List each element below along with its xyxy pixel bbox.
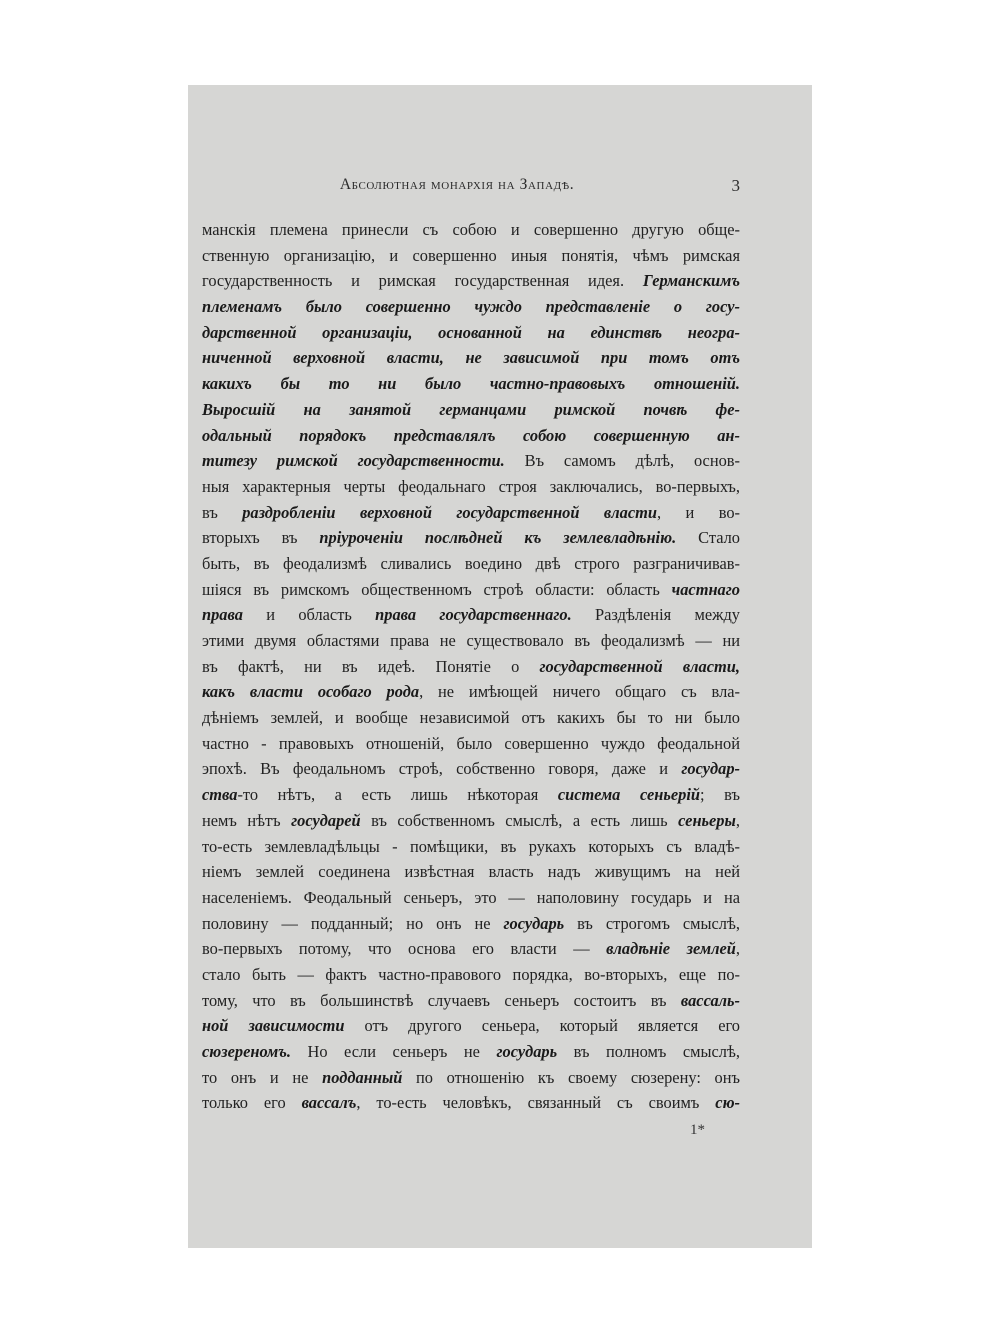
text-segment: , xyxy=(735,939,741,959)
text-line xyxy=(202,628,740,654)
text-segment: только его xyxy=(202,1093,302,1113)
text-line xyxy=(202,294,740,320)
text-line xyxy=(202,859,740,885)
text-line xyxy=(202,782,740,808)
text-segment: шіяся въ римскомъ общественномъ строѣ области: область xyxy=(202,579,672,599)
text-segment: ственную организацію, и совершенно иныя понятія, чѣмъ римская xyxy=(202,245,740,265)
emphasized-text: раздробленіи верховной государственной власти xyxy=(242,502,657,522)
text-line xyxy=(202,217,740,243)
emphasized-text: сю- xyxy=(715,1093,740,1113)
emphasized-text: вассаль- xyxy=(680,990,740,1010)
text-line xyxy=(202,423,740,449)
text-line xyxy=(202,731,740,757)
emphasized-text: титезу римской государственности. xyxy=(202,451,505,471)
text-segment: тому, что въ большинствѣ случаевъ сеньеръ состоитъ въ xyxy=(202,990,681,1010)
text-segment: Стало xyxy=(676,528,740,548)
text-segment: Но если сеньеръ не xyxy=(291,1042,497,1061)
text-segment: , то-есть человѣкъ, связанный съ своимъ xyxy=(356,1093,716,1113)
text-segment: и область xyxy=(242,605,376,625)
emphasized-text: система сеньерій xyxy=(557,785,701,805)
emphasized-text: ниченной верховной власти, не зависимой при томъ отъ xyxy=(202,348,740,368)
text-segment: дѣніемъ землей, и вообще независимой отъ какихъ бы то ни было xyxy=(202,708,740,728)
emphasized-text: государ- xyxy=(681,759,740,779)
text-segment: въ полномъ смыслѣ, xyxy=(557,1042,740,1061)
emphasized-text: государь xyxy=(503,913,565,933)
emphasized-text: Выросшій на занятой германцами римской почвѣ фе- xyxy=(202,399,740,419)
text-line xyxy=(202,885,740,911)
text-line xyxy=(202,1090,740,1116)
emphasized-text: дарственной организаціи, основанной на единствѣ неогра- xyxy=(202,322,740,342)
text-line xyxy=(202,525,740,551)
text-segment: частно - правовыхъ отношеній, было совершенно чуждо феодальной xyxy=(202,733,740,753)
emphasized-text: какихъ бы то ни было частно-правовыхъ отношеній. xyxy=(202,374,740,394)
text-line xyxy=(202,808,740,834)
text-segment: по отношенію къ своему сюзерену: онъ xyxy=(402,1067,740,1087)
emphasized-text: вассалъ xyxy=(301,1093,357,1113)
text-segment: , и во- xyxy=(656,502,740,522)
text-segment: вторыхъ въ xyxy=(202,528,320,548)
text-segment: ніемъ землей соединена извѣстная власть надъ живущимъ на ней xyxy=(202,862,740,882)
text-segment: Въ самомъ дѣлѣ, основ- xyxy=(504,451,740,471)
text-line xyxy=(202,1039,740,1065)
text-segment: то онъ и не xyxy=(202,1067,323,1087)
text-segment: манскія племена принесли съ собою и совершенно другую обще- xyxy=(202,220,740,239)
text-segment: то-есть землевладѣльцы - помѣщики, въ рукахъ которыхъ съ владѣ- xyxy=(202,836,740,856)
emphasized-text: государей xyxy=(291,810,361,830)
emphasized-text: племенамъ было совершенно чуждо представленіе о госу- xyxy=(202,297,740,317)
emphasized-text: права xyxy=(202,605,243,625)
text-line xyxy=(202,371,740,397)
emphasized-text: владѣніе землей xyxy=(606,939,736,959)
text-segment: эпохѣ. Въ феодальномъ строѣ, собственно говоря, даже и xyxy=(202,759,682,779)
emphasized-text: пріуроченіи послѣдней къ землевладѣнію. xyxy=(319,528,677,548)
text-segment: , xyxy=(735,810,740,830)
text-segment: половину — подданный; но онъ не xyxy=(202,913,504,933)
emphasized-text: ной зависимости xyxy=(202,1016,345,1036)
text-line xyxy=(202,320,740,346)
emphasized-text: какъ власти особаго рода xyxy=(202,682,420,702)
text-segment: ныя характерныя черты феодальнаго строя заключались, во-первыхъ, xyxy=(202,476,740,496)
text-segment: Раздѣленія между xyxy=(571,605,740,625)
page-number: 3 xyxy=(731,176,740,195)
text-line xyxy=(202,679,740,705)
text-line xyxy=(202,397,740,423)
emphasized-text: одальный порядокъ представлялъ собою совершенную ан- xyxy=(202,425,740,445)
text-line xyxy=(202,936,740,962)
text-segment: этими двумя областями права не существовало въ феодализмѣ — ни xyxy=(202,631,740,650)
signature-mark: 1* xyxy=(690,1122,705,1138)
text-line xyxy=(202,756,740,782)
text-segment: въ xyxy=(202,502,243,522)
text-segment: въ строгомъ смыслѣ, xyxy=(564,913,740,933)
text-line xyxy=(202,268,740,294)
text-segment: быть, въ феодализмѣ сливались воедино двѣ строго разграничивав- xyxy=(202,553,740,573)
text-line xyxy=(202,1013,740,1039)
body-text xyxy=(202,217,740,1116)
text-line xyxy=(202,448,740,474)
text-segment: въ фактѣ, ни въ идеѣ. Понятіе о xyxy=(202,656,540,676)
text-line xyxy=(202,654,740,680)
emphasized-text: подданный xyxy=(322,1067,403,1087)
text-line xyxy=(202,705,740,731)
text-line xyxy=(202,551,740,577)
text-line xyxy=(202,577,740,603)
emphasized-text: сюзереномъ. xyxy=(202,1042,292,1061)
emphasized-text: государь xyxy=(496,1042,558,1061)
emphasized-text: сеньеры xyxy=(678,810,736,830)
text-line xyxy=(202,345,740,371)
text-segment: во-первыхъ потому, что основа его власти — xyxy=(202,939,607,959)
emphasized-text: ства xyxy=(202,785,238,805)
text-segment: населеніемъ. Феодальный сеньеръ, это — наполовину государь и на xyxy=(202,887,740,907)
emphasized-text: права государственнаго. xyxy=(375,605,572,625)
text-segment: , не имѣющей ничего общаго съ вла- xyxy=(419,682,740,702)
text-line xyxy=(202,988,740,1014)
text-line xyxy=(202,1065,740,1091)
text-segment: государственность и римская государственная идея. xyxy=(202,271,643,291)
text-segment: -то нѣтъ, а есть лишь нѣкоторая xyxy=(237,785,558,805)
text-line xyxy=(202,500,740,526)
running-title: Абсолютная монархія на Западѣ. xyxy=(339,176,575,193)
page-header xyxy=(202,176,740,200)
text-segment: ; въ xyxy=(700,785,740,805)
text-line xyxy=(202,243,740,269)
text-line xyxy=(202,474,740,500)
text-line xyxy=(202,911,740,937)
text-line xyxy=(202,962,740,988)
text-segment: немъ нѣтъ xyxy=(202,810,292,830)
text-segment: въ собственномъ смыслѣ, а есть лишь xyxy=(360,810,679,830)
text-line xyxy=(202,602,740,628)
emphasized-text: государственной власти, xyxy=(539,656,740,676)
text-line xyxy=(202,834,740,860)
emphasized-text: Германскимъ xyxy=(642,271,740,291)
text-segment: отъ другого сеньера, который является его xyxy=(344,1016,740,1036)
emphasized-text: частнаго xyxy=(671,579,740,599)
text-segment: стало быть — фактъ частно-правового порядка, во-вторыхъ, еще по- xyxy=(202,964,740,984)
